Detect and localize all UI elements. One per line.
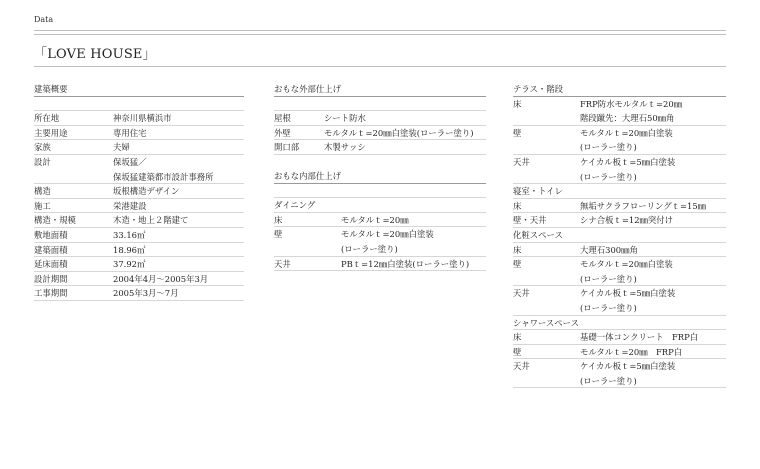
row-value: (ローラー塗り) — [580, 142, 637, 153]
row-key: 床 — [274, 214, 283, 225]
table-row — [34, 155, 244, 170]
rooms-table — [513, 82, 726, 388]
row-key: 壁 — [513, 259, 522, 270]
row-key: 壁 — [274, 229, 283, 240]
row-value: (ローラー塗り) — [580, 171, 637, 182]
table-row — [274, 227, 486, 242]
table-row — [513, 97, 726, 112]
table-row — [34, 243, 244, 258]
table-row — [513, 272, 726, 287]
row-key: 壁 — [513, 127, 522, 138]
table-row — [34, 228, 244, 243]
row-key — [513, 374, 580, 388]
row-value: 木製サッシ — [324, 142, 366, 153]
row-key: 床 — [513, 244, 522, 255]
powder-heading-row — [513, 228, 726, 243]
row-value: 37.92㎡ — [113, 259, 146, 270]
row-key: 構造 — [34, 186, 51, 197]
table-row — [274, 111, 486, 126]
row-value: 無垢サクラフローリングｔ=15㎜ — [580, 200, 707, 211]
section-label: Data — [34, 15, 54, 24]
row-value: ケイカル板ｔ=5㎜白塗装 — [580, 288, 676, 299]
table-row — [513, 155, 726, 170]
row-value: 2004年4月〜2005年3月 — [113, 273, 209, 284]
row-value: 神奈川県横浜市 — [113, 113, 172, 124]
table-row — [513, 257, 726, 272]
row-key — [513, 301, 580, 315]
row-key: 天井 — [513, 288, 530, 299]
row-value: (ローラー塗り) — [580, 375, 637, 386]
row-value: シート防水 — [324, 113, 366, 124]
top-divider — [34, 30, 726, 31]
row-value: 基礎一体コンクリート FRP白 — [580, 332, 699, 343]
row-value: 木造・地上２階建て — [113, 215, 189, 226]
table-row — [34, 286, 244, 301]
table-row — [34, 213, 244, 228]
bedroom-heading-row — [513, 184, 726, 199]
row-value: モルタルｔ=20㎜白塗装 — [580, 259, 673, 270]
row-value: (ローラー塗り) — [580, 273, 637, 284]
row-value: (ローラー塗り) — [341, 243, 398, 254]
table-row — [34, 170, 244, 185]
row-key: 天井 — [274, 258, 291, 269]
row-value: シナ合板ｔ=12㎜突付け — [580, 215, 674, 226]
row-value: 夫婦 — [113, 142, 130, 153]
section-gap — [274, 155, 486, 169]
row-key: 床 — [513, 332, 522, 343]
row-value: モルタルｔ=20㎜白塗装 — [580, 127, 673, 138]
row-key — [513, 170, 580, 184]
table-row — [34, 184, 244, 199]
row-value: FRP防水モルタルｔ=20㎜ — [580, 98, 683, 109]
table-row — [34, 140, 244, 155]
bedroom-heading: 寝室・トイレ — [513, 186, 563, 197]
top-divider-2 — [34, 34, 726, 35]
table-row — [274, 126, 486, 141]
row-key: 設計 — [34, 156, 51, 167]
overview-heading-row — [34, 82, 244, 97]
table-row — [274, 242, 486, 257]
spacer-row — [34, 97, 244, 112]
shower-heading: シャワースペース — [513, 317, 579, 328]
room-heading: ダイニング — [274, 200, 316, 211]
row-value: 専用住宅 — [113, 127, 147, 138]
overview-heading: 建築概要 — [34, 84, 68, 94]
row-key: 開口部 — [274, 142, 300, 153]
row-value: モルタルｔ=20㎜白塗装 — [341, 229, 434, 240]
shower-heading-row — [513, 316, 726, 331]
table-row — [513, 126, 726, 141]
row-value: ケイカル板ｔ=5㎜白塗装 — [580, 361, 676, 372]
row-value: PBｔ=12㎜白塗装(ローラー塗り) — [341, 258, 470, 269]
row-value: 保坂猛建築都市設計事務所 — [113, 171, 214, 182]
row-key: 外壁 — [274, 127, 291, 138]
page-title: 「LOVE HOUSE」 — [34, 47, 156, 62]
title-divider — [34, 66, 726, 67]
row-key: 構造・規模 — [34, 215, 76, 226]
row-value: 大理石300㎜角 — [580, 244, 638, 255]
row-key: 床 — [513, 98, 522, 109]
row-key — [274, 242, 341, 256]
row-key: 屋根 — [274, 113, 291, 124]
row-key: 壁・天井 — [513, 215, 547, 226]
row-key — [513, 140, 580, 154]
row-value: 18.96㎡ — [113, 244, 146, 255]
row-value: 保坂猛／ — [113, 156, 147, 167]
row-key: 壁 — [513, 346, 522, 357]
row-value: モルタルｔ=20㎜白塗装(ローラー塗り) — [324, 127, 474, 138]
overview-table — [34, 82, 244, 301]
row-key: 天井 — [513, 156, 530, 167]
row-key — [34, 170, 113, 184]
row-key: 所在地 — [34, 113, 60, 124]
row-value: 2005年3月〜7月 — [113, 288, 179, 299]
table-row — [34, 111, 244, 126]
table-row — [513, 213, 726, 228]
row-key: 敷地面積 — [34, 229, 68, 240]
terrace-heading-row — [513, 82, 726, 97]
row-value: 階段蹴先：大理石50㎜角 — [580, 113, 675, 124]
table-row — [513, 330, 726, 345]
table-row — [34, 257, 244, 272]
row-key: 施工 — [34, 200, 51, 211]
row-value: 坂根構造デザイン — [113, 186, 180, 197]
table-row — [513, 243, 726, 258]
table-row — [34, 126, 244, 141]
spacer-row — [274, 97, 486, 112]
table-row — [274, 140, 486, 155]
row-value: 33.16㎡ — [113, 229, 146, 240]
table-row — [513, 301, 726, 316]
spacer-row — [274, 184, 486, 199]
table-row — [513, 170, 726, 185]
table-row — [34, 272, 244, 287]
table-row — [513, 359, 726, 374]
table-row — [513, 199, 726, 214]
table-row — [513, 374, 726, 389]
table-row — [513, 286, 726, 301]
table-row — [513, 111, 726, 126]
room-heading-row — [274, 198, 486, 213]
row-key: 床 — [513, 200, 522, 211]
table-row — [513, 345, 726, 360]
exterior-heading: おもな外部仕上げ — [274, 84, 341, 94]
table-row — [274, 213, 486, 228]
powder-heading: 化粧スペース — [513, 229, 563, 240]
row-key — [513, 111, 580, 125]
row-key: 天井 — [513, 361, 530, 372]
row-key: 設計期間 — [34, 273, 68, 284]
row-value: ケイカル板ｔ=5㎜白塗装 — [580, 156, 676, 167]
row-key: 主要用途 — [34, 127, 68, 138]
row-key: 家族 — [34, 142, 51, 153]
row-value: モルタルｔ=20㎜ FRP白 — [580, 346, 683, 357]
table-row — [34, 199, 244, 214]
table-row — [274, 257, 486, 272]
row-key: 延床面積 — [34, 259, 68, 270]
row-value: 栄港建設 — [113, 200, 147, 211]
interior-heading: おもな内部仕上げ — [274, 170, 341, 181]
row-value: モルタルｔ=20㎜ — [341, 214, 409, 225]
terrace-heading: テラス・階段 — [513, 84, 563, 94]
table-row — [513, 140, 726, 155]
row-value: (ローラー塗り) — [580, 302, 637, 313]
exterior-heading-row — [274, 82, 486, 97]
row-key — [513, 272, 580, 286]
row-key: 建築面積 — [34, 244, 68, 255]
finishes-table — [274, 82, 486, 271]
interior-heading-row — [274, 169, 486, 184]
row-key: 工事期間 — [34, 288, 68, 299]
